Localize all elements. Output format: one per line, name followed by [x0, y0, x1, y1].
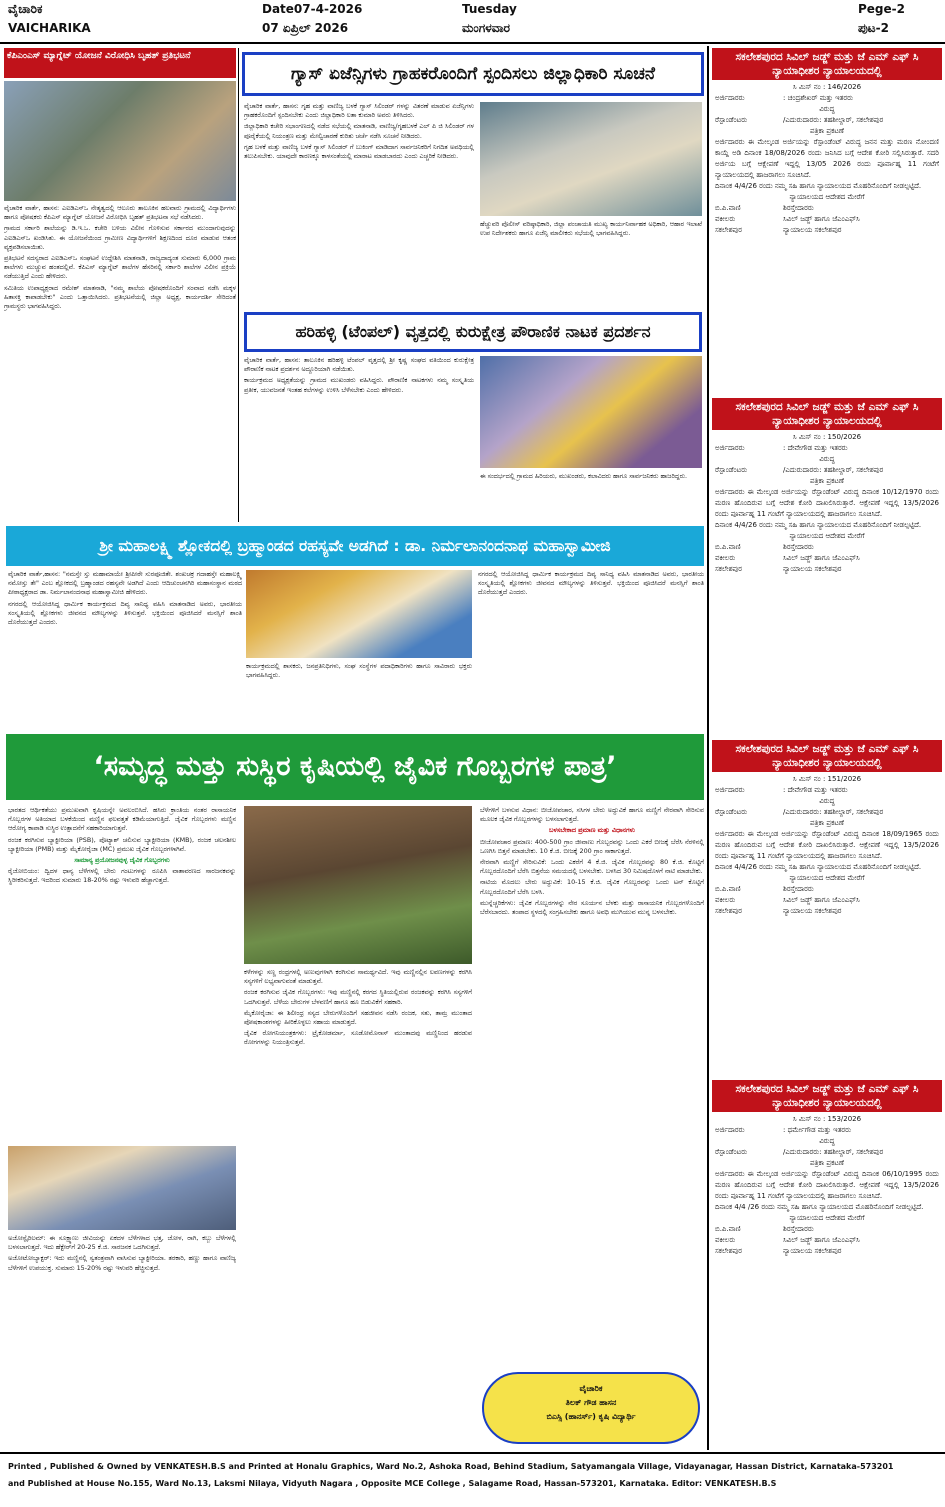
paragraph: ವೈಚಾರಿಕ ವಾರ್ತೆ,ಹಾಸನ: "ನಮಸ್ತೇ ಸ್ತು ಮಹಾಮಾಯೇ ಶ್ರೀಪೀಠೇ ಸುರಪೂಜಿತೇ. ಶಂಖಚಕ್ರ ಗದಾಹಸ್ತೇ ಮಹಾಲಕ್ಷ್ಮಿ ನಮೋಸ್ತು ತೇ" ಎಂಬ ಶ್ಲೋಕದಲ್ಲಿ ಬ್ರಹ್ಮಾಂಡದ ರಹಸ್ಯವೇ ಅಡಗಿದೆ ಎಂದು ಆದಿಚುಂಚನಗಿರಿ ಮಹಾಸಂಸ್ಥಾನ ಮಠದ ಪೀಠಾಧ್ಯಕ್ಷರಾದ ಡಾ. ನಿರ್ಮಲಾನಂದನಾಥ ಮಹಾಸ್ವಾಮೀಜಿ ಹೇಳಿದರು.: [8, 570, 242, 597]
court-notice-title: ಸಕಲೇಶಪುರದ ಸಿವಿಲ್ ಜಡ್ಜ್ ಮತ್ತು ಜೆ ಎಮ್ ಎಫ್ ಸಿ ನ್ಯಾಯಾಧೀಶರ ನ್ಯಾಯಾಲಯದಲ್ಲಿ: [712, 48, 942, 80]
subheading: ಸಾಮಾನ್ಯ ಪ್ರಯೋಜನವುಳ್ಳ ಜೈವಿಕ ಗೊಬ್ಬರಗಳು: [74, 856, 170, 865]
story-swamiji-body-right: [478, 570, 704, 728]
paragraph: ನಾಟಿಯ ಮೊದಲು ಬೇರು ಅದ್ದುವಿಕೆ: 10-15 ಕೆ.ಜಿ. ಜೈವಿಕ ಗೊಬ್ಬರವನ್ನು ಒಂದು ಟನ್ ಕೊಟ್ಟಿಗೆ ಗೊಬ್ಬರದೊಂದಿಗೆ ಬೆರೆಸಿ ಬಳಸಿ.: [480, 878, 704, 896]
signatory-title: ಸಿವಿಲ್ ಜಡ್ಜ್ ಹಾಗೂ ಜೆಎಂಎಫ್‌ಸಿ: [783, 215, 860, 223]
story-drama-body-cont: [480, 472, 702, 522]
story-fertilizer-byline: [482, 1372, 700, 1444]
signatory: ವಕೀಲರು: [715, 215, 736, 223]
court-notice-title: ಸಕಲೇಶಪುರದ ಸಿವಿಲ್ ಜಡ್ಜ್ ಮತ್ತು ಜೆ ಎಮ್ ಎಫ್ ಸಿ ನ್ಯಾಯಾಧೀಶರ ನ್ಯಾಯಾಲಯದಲ್ಲಿ: [712, 1080, 942, 1112]
story-fertilizer-headline: ‘ಸಮೃದ್ಧ ಮತ್ತು ಸುಸ್ಥಿರ ಕೃಷಿಯಲ್ಲಿ ಜೈವಿಕ ಗೊಬ್ಬರಗಳ ಪಾತ್ರ’: [6, 734, 704, 800]
date-kn: 07 ಏಪ್ರಿಲ್ 2026: [262, 21, 349, 35]
paragraph: ಹೆಚ್ಚುವರಿ ಪೊಲೀಸ್ ವರಿಷ್ಠಾಧಿಕಾರಿ, ಜಿಲ್ಲಾ ಪಂಚಾಯತಿ ಮುಖ್ಯ ಕಾರ್ಯನಿರ್ವಾಹಕ ಅಧಿಕಾರಿ, ಆಹಾರ ಇಲಾಖೆ ಉಪ ನಿರ್ದೇಶಕರು ಹಾಗೂ ಏಜೆನ್ಸಿ ಮಾಲೀಕರು ಸಭೆಯಲ್ಲಿ ಭಾಗವಹಿಸಿದ್ದರು.: [480, 220, 702, 238]
signatory-title: ನ್ಯಾಯಾಲಯ ಸಕಲೇಶಪುರ: [783, 1247, 842, 1255]
paragraph: ವೈಚಾರಿಕ ವಾರ್ತೆ, ಹಾಸನ: ತಾಲೂಕಿನ ಹರಿಹಳ್ಳಿ ಟೆಂಪಲ್ ವೃತ್ತದಲ್ಲಿ ಶ್ರೀ ಕೃಷ್ಣ ಸಂಘದ ವತಿಯಿಂದ ಕುರುಕ್ಷೇತ್ರ ಪೌರಾಣಿಕ ನಾಟಕ ಪ್ರದರ್ಶನ ಅದ್ದೂರಿಯಾಗಿ ನಡೆಯಿತು.: [244, 356, 474, 374]
petitioner: : ಚಂದ್ರಶೇಖರ್ ಮತ್ತು ಇತರರು: [783, 94, 854, 102]
subheading: ಬಳಸಬೇಕಾದ ಪ್ರಮಾಣ ಮತ್ತು ವಿಧಾನಗಳು: [549, 826, 635, 835]
paragraph: ಗ್ರಾಮದ ಸರ್ಕಾರಿ ಶಾಲೆಯನ್ನು ಡಿ.ಇ.ಒ. ಕಚೇರಿ ಬಳಿಯ ವಿಲೀನ ಗೊಳಿಸುವ ಸರ್ಕಾರದ ಮುಂದಾಗುವುದನ್ನು ಎಐಡಿಎಸ್‌ಒ ಖಂಡಿಸಿತು. ಈ ಯೋಜನೆಯಿಂದ ಗ್ರಾಮೀಣ ವಿದ್ಯಾರ್ಥಿಗಳಿಗೆ ಶಿಕ್ಷಣದಿಂದ ದೂರ ಮಾಡುವ ಆತಂಕ ವ್ಯಕ್ತಪಡಿಸಲಾಯಿತು.: [4, 224, 236, 251]
notice-body: ಅರ್ಜಿದಾರರು ಈ ಮೇಲ್ಕಂಡ ಅರ್ಜಿಯನ್ನು ರೆಸ್ಪಾಂಡೆಂಟ್ ವಿರುದ್ಧ ದಿನಾಂಕ 18/09/1965 ರಂದು ಮರಣ ಹೊಂದಿರುವ ಬಗ್ಗೆ ಆದೇಶ ಕೋರಿ ದಾಖಲಿಸಿರುತ್ತಾರೆ. ಆಕ್ಷೇಪಣೆ ಇದ್ದಲ್ಲಿ 13/5/2026 ರಂದು ಪೂರ್ವಾಹ್ನ 11 ಗಂಟೆಗೆ ನ್ಯಾಯಾಲಯದಲ್ಲಿ ಹಾಜರಾಗಲು ಸೂಚಿಸಿದೆ.: [715, 830, 939, 860]
petitioner-label: ಅರ್ಜಿದಾರರು: [715, 1126, 745, 1134]
day-kn: ಮಂಗಳವಾರ: [462, 21, 511, 35]
notice-body: ಅರ್ಜಿದಾರರು ಈ ಮೇಲ್ಕಂಡ ಅರ್ಜಿಯನ್ನು ರೆಸ್ಪಾಂಡೆಂಟ್ ವಿರುದ್ಧ ಜನನ ಮತ್ತು ಮರಣ ನೋಂದಣಿ ಕಾಯ್ದೆ ಅಡಿ ದಿನಾಂಕ 18/08/2026 ರಂದು ಜನಿಸಿದ ಬಗ್ಗೆ ಆದೇಶ ಕೋರಿ ಸಲ್ಲಿಸಿರುತ್ತಾರೆ. ಸದರಿ ಅರ್ಜಿಯ ಬಗ್ಗೆ ಆಕ್ಷೇಪಣೆ ಇದ್ದಲ್ಲಿ 13/05 2026 ರಂದು ಪೂರ್ವಾಹ್ನ 11 ಗಂಟೆಗೆ ನ್ಯಾಯಾಲಯದಲ್ಲಿ ಹಾಜರಾಗಲು ಸೂಚಿಸಿದೆ.: [715, 138, 939, 179]
signatory-title: ನ್ಯಾಯಾಲಯ ಸಕಲೇಶಪುರ: [783, 565, 842, 573]
court-notice: [712, 398, 942, 740]
notice-given: ದಿನಾಂಕ 4/4/26 ರಂದು ನಮ್ಮ ಸಹಿ ಹಾಗೂ ನ್ಯಾಯಾಲಯದ ಮೊಹರಿನೊಂದಿಗೆ ನೀಡಲ್ಪಟ್ಟಿದೆ.: [715, 182, 922, 190]
day-en: Tuesday: [462, 2, 517, 16]
masthead: [0, 0, 945, 44]
story-kpms-headline: ಕೆಪಿಎಂಎಸ್ ಮ್ಯಾಗ್ನೆಟ್ ಯೋಜನೆ ವಿರೋಧಿಸಿ ಬೃಹತ್ ಪ್ರತಿಭಟನೆ: [4, 48, 236, 78]
notice-body: ಅರ್ಜಿದಾರರು ಈ ಮೇಲ್ಕಂಡ ಅರ್ಜಿಯನ್ನು ರೆಸ್ಪಾಂಡೆಂಟ್ ವಿರುದ್ಧ ದಿನಾಂಕ 06/10/1995 ರಂದು ಮರಣ ಹೊಂದಿರುವ ಬಗ್ಗೆ ಆದೇಶ ಕೋರಿ ದಾಖಲಿಸಿರುತ್ತಾರೆ. ಆಕ್ಷೇಪಣೆ ಇದ್ದಲ್ಲಿ 13/5/2026 ರಂದು ಪೂರ್ವಾಹ್ನ 11 ಗಂಟೆಗೆ ನ್ಯಾಯಾಲಯದಲ್ಲಿ ಹಾಜರಾಗಲು ಸೂಚಿಸಿದೆ.: [715, 1170, 939, 1200]
paragraph: ಪ್ರತಿಭಟನೆ ಸದಸ್ಯರಾದ ಎಐಡಿಎಸ್‌ಒ ಸಂಘಟನೆ ಉದ್ದೇಶಿಸಿ ಮಾತನಾಡಿ, ರಾಜ್ಯದಾದ್ಯಂತ ಸುಮಾರು 6,000 ಗ್ರಾಮ ಶಾಲೆಗಳು ಮುಚ್ಚುವ ಹಂತದಲ್ಲಿವೆ. ಕೆಪಿಎಸ್ ಮ್ಯಾಗ್ನೆಟ್ ಶಾಲೆಗಳ ಹೆಸರಿನಲ್ಲಿ ಸರ್ಕಾರಿ ಶಾಲೆಗಳ ವಿಲೀನ ಪ್ರಕ್ರಿಯೆ ನಡೆಯುತ್ತಿದೆ ಎಂದು ಹೇಳಿದರು.: [4, 254, 236, 281]
signatory: ಸಕಲೇಶಪುರ: [715, 907, 742, 915]
respondent-label: ರೆಸ್ಪಾಂಡೆಂಟರು: [715, 808, 748, 816]
notice-order: ನ್ಯಾಯಾಲಯದ ಆದೇಶದ ಮೇರೆಗೆ: [789, 874, 865, 882]
case-number: ಸಿ ಮಿಸ್ ನಂ : 153/2026: [792, 1115, 862, 1123]
notice-subtitle: ಪತ್ರಿಕಾ ಪ್ರಕಟಣೆ: [810, 477, 844, 485]
signatory-title: ಶಿರಸ್ತೇದಾರರು: [783, 543, 814, 551]
paragraph: ಅಜೋಟೋಬ್ಯಾಕ್ಟರ್: ಇದು ಮಣ್ಣಿನಲ್ಲಿ ಸ್ವತಂತ್ರವಾಗಿ ವಾಸಿಸುವ ಬ್ಯಾಕ್ಟೀರಿಯಾ. ತರಕಾರಿ, ಹಣ್ಣು ಹಾಗೂ ವಾಣಿಜ್ಯ ಬೆಳೆಗಳಿಗೆ ಉಪಯುಕ್ತ. ಸುಮಾರು 15-20% ರಷ್ಟು ಇಳುವರಿ ಹೆಚ್ಚಿಸುತ್ತದೆ.: [8, 1254, 236, 1272]
notice-subtitle: ಪತ್ರಿಕಾ ಪ್ರಕಟಣೆ: [810, 127, 844, 135]
signatory-title: ಸಿವಿಲ್ ಜಡ್ಜ್ ಹಾಗೂ ಜೆಎಂಎಫ್‌ಸಿ: [783, 1236, 860, 1244]
notice-body: ಅರ್ಜಿದಾರರು ಈ ಮೇಲ್ಕಂಡ ಅರ್ಜಿಯನ್ನು ರೆಸ್ಪಾಂಡೆಂಟ್ ವಿರುದ್ಧ ದಿನಾಂಕ 10/12/1970 ರಂದು ಮರಣ ಹೊಂದಿರುವ ಬಗ್ಗೆ ಆದೇಶ ಕೋರಿ ದಾಖಲಿಸಿರುತ್ತಾರೆ. ಆಕ್ಷೇಪಣೆ ಇದ್ದಲ್ಲಿ 13/5/2026 ರಂದು ಪೂರ್ವಾಹ್ನ 11 ಗಂಟೆಗೆ ನ್ಯಾಯಾಲಯದಲ್ಲಿ ಹಾಜರಾಗಲು ಸೂಚಿಸಿದೆ.: [715, 488, 939, 518]
petitioner: : ದೇವೇಗೌಡ ಮತ್ತು ಇತರರು: [783, 444, 848, 452]
paper-name-en: VAICHARIKA: [8, 21, 91, 35]
paragraph: ರೈಜೋಬಿಯಂ: ದ್ವಿದಳ ಧಾನ್ಯ ಬೆಳೆಗಳಲ್ಲಿ ಬೇರು ಗಂಟುಗಳನ್ನು ರೂಪಿಸಿ ವಾತಾವರಣದ ಸಾರಜನಕವನ್ನು ಸ್ಥಿರೀಕರಿಸುತ್ತದೆ. ಇದರಿಂದ ಸುಮಾರು 18-20% ರಷ್ಟು ಇಳುವರಿ ಹೆಚ್ಚಾಗುತ್ತದೆ.: [8, 867, 236, 885]
story-swamiji-photo: [246, 570, 472, 658]
respondent: /ಎದುರುದಾರರು: ತಹಶೀಲ್ದಾರ್, ಸಕಲೇಶಪುರ: [783, 116, 884, 124]
court-notice: [712, 48, 942, 398]
story-fertilizer-col2: [244, 968, 472, 1448]
notice-given: ದಿನಾಂಕ 4/4/26 ರಂದು ನಮ್ಮ ಸಹಿ ಹಾಗೂ ನ್ಯಾಯಾಲಯದ ಮೊಹರಿನೊಂದಿಗೆ ನೀಡಲ್ಪಟ್ಟಿದೆ.: [715, 863, 922, 871]
paragraph: ಸಮಿತಿಯ ಉಪಾಧ್ಯಕ್ಷರಾದ ರಮೇಶ್ ಮಾತನಾಡಿ, "ನಮ್ಮ ಶಾಲೆಯ ಪೋಷಕರೊಂದಿಗೆ ಸಂವಾದ ನಡೆಸಿ ಮಕ್ಕಳ ಹಿತಾಸಕ್ತಿ ಕಾಪಾಡಬೇಕು" ಎಂದು ಒತ್ತಾಯಿಸಿದರು. ಪ್ರತಿಭಟನೆಯಲ್ಲಿ ಜಿಲ್ಲಾ ಅಧ್ಯಕ್ಷ, ಕಾರ್ಯದರ್ಶಿ ಸೇರಿದಂತೆ ಗ್ರಾಮಸ್ಥರು ಭಾಗವಹಿಸಿದ್ದರು.: [4, 283, 236, 311]
paragraph: ಅಜೋಸ್ಪೈರಿಲಮ್: ಈ ಸೂಕ್ಷ್ಮಾಣು ಜೀವಿಯನ್ನು ಏಕದಳ ಬೆಳೆಗಳಾದ ಭತ್ತ, ಜೋಳ, ರಾಗಿ, ಕಬ್ಬು ಬೆಳೆಗಳಲ್ಲಿ ಬಳಸಲಾಗುತ್ತದೆ. ಇದು ಹೆಕ್ಟೇರ್‌ಗೆ 20-25 ಕೆ.ಜಿ. ಸಾರಜನಕ ಒದಗಿಸುತ್ತದೆ.: [8, 1234, 236, 1252]
story-gas-body-cont: [480, 220, 702, 308]
paragraph: ಬೆಳೆಗಳಿಗೆ ಬಳಸುವ ವಿಧಾನ: ಬೀಜೋಪಚಾರ, ಸಸಿಗಳ ಬೇರು ಅದ್ದುವಿಕೆ ಹಾಗೂ ಮಣ್ಣಿಗೆ ನೇರವಾಗಿ ಸೇರಿಸುವ ಮೂಲಕ ಜೈವಿಕ ಗೊಬ್ಬರಗಳನ್ನು ಬಳಸಲಾಗುತ್ತದೆ.: [480, 806, 704, 824]
notice-given: ದಿನಾಂಕ 4/4/26 ರಂದು ನಮ್ಮ ಸಹಿ ಹಾಗೂ ನ್ಯಾಯಾಲಯದ ಮೊಹರಿನೊಂದಿಗೆ ನೀಡಲ್ಪಟ್ಟಿದೆ.: [715, 521, 922, 529]
respondent: /ಎದುರುದಾರರು: ತಹಶೀಲ್ದಾರ್, ಸಕಲೇಶಪುರ: [783, 1148, 884, 1156]
paragraph: ಜೈವಿಕ ರೋಗನಿಯಂತ್ರಕಗಳು: ಟ್ರೈಕೋಡರ್ಮಾ, ಸೂಡೋಮೊನಾಸ್ ಮುಂತಾದವು ಮಣ್ಣಿನಿಂದ ಹರಡುವ ರೋಗಗಳನ್ನು ನಿಯಂತ್ರಿಸುತ್ತವೆ.: [244, 1029, 472, 1047]
signatory-title: ಸಿವಿಲ್ ಜಡ್ಜ್ ಹಾಗೂ ಜೆಎಂಎಫ್‌ಸಿ: [783, 554, 860, 562]
notice-subtitle: ಪತ್ರಿಕಾ ಪ್ರಕಟಣೆ: [810, 819, 844, 827]
page-number-en: Pege-2: [858, 2, 905, 16]
court-notices: [712, 48, 942, 1450]
story-swamiji-body-cont: [246, 662, 472, 728]
story-swamiji-body: [8, 570, 242, 728]
notice-given: ದಿನಾಂಕ 4/4 /26 ರಂದು ನಮ್ಮ ಸಹಿ ಹಾಗೂ ನ್ಯಾಯಾಲಯದ ಮೊಹರಿನೊಂದಿಗೆ ನೀಡಲ್ಪಟ್ಟಿದೆ.: [715, 1203, 924, 1211]
versus: ವಿರುದ್ಧ: [819, 797, 835, 805]
byline-role: ಬಿಎಸ್ಸಿ (ಹಾನರ್ಸ್) ಕೃಷಿ ವಿದ್ಯಾರ್ಥಿ: [546, 1412, 636, 1421]
story-fertilizer-product-photo: [8, 1146, 236, 1230]
imprint-line-2: and Published at House No.155, Ward No.13, Laksmi Nilaya, Vidyuth Nagara , Opposite MCE College , Salagame Road, Hassan-573201, Karnataka. Editor: VENKATESH.B.S: [8, 1479, 777, 1488]
byline-name: ತಿಲಕ್ ಗೌಡ ಹಾಸನ: [565, 1398, 617, 1407]
notice-order: ನ್ಯಾಯಾಲಯದ ಆದೇಶದ ಮೇರೆಗೆ: [789, 1214, 865, 1222]
signatory: ಬಿ.ಪಿ.ವಾಣಿ: [715, 204, 741, 212]
story-fertilizer-col3: [480, 806, 704, 1366]
signatory: ಸಕಲೇಶಪುರ: [715, 226, 742, 234]
case-number: ಸಿ ಮಿಸ್ ನಂ : 151/2026: [792, 775, 862, 783]
respondent: /ಎದುರುದಾರರು: ತಹಶೀಲ್ದಾರ್, ಸಕಲೇಶಪುರ: [783, 466, 884, 474]
story-gas-headline: ಗ್ಯಾಸ್ ಏಜೆನ್ಸಿಗಳು ಗ್ರಾಹಕರೊಂದಿಗೆ ಸ್ಪಂದಿಸಲು ಜಿಲ್ಲಾಧಿಕಾರಿ ಸೂಚನೆ: [242, 52, 704, 96]
respondent-label: ರೆಸ್ಪಾಂಡೆಂಟರು: [715, 1148, 748, 1156]
signatory-title: ಸಿವಿಲ್ ಜಡ್ಜ್ ಹಾಗೂ ಜೆಎಂಎಫ್‌ಸಿ: [783, 896, 860, 904]
story-swamiji-headline: ಶ್ರೀ ಮಹಾಲಕ್ಷ್ಮಿ ಶ್ಲೋಕದಲ್ಲಿ ಬ್ರಹ್ಮಾಂಡದ ರಹಸ್ಯವೇ ಅಡಗಿದೆ : ಡಾ. ನಿರ್ಮಲಾನಂದನಾಥ ಮಹಾಸ್ವಾಮೀಜಿ: [6, 526, 704, 566]
paper-name-kn: ವೈಚಾರಿಕ: [8, 2, 43, 16]
story-kpms-body: [4, 204, 236, 311]
signatory-title: ಶಿರಸ್ತೇದಾರರು: [783, 885, 814, 893]
signatory: ವಕೀಲರು: [715, 1236, 736, 1244]
paragraph: ನೇರವಾಗಿ ಮಣ್ಣಿಗೆ ಸೇರಿಸುವಿಕೆ: ಒಂದು ಎಕರೆಗೆ 4 ಕೆ.ಜಿ. ಜೈವಿಕ ಗೊಬ್ಬರವನ್ನು 80 ಕೆ.ಜಿ. ಕೊಟ್ಟಿಗೆ ಗೊಬ್ಬರದೊಂದಿಗೆ ಬೆರೆಸಿ ಬಿತ್ತನೆಯ ಸಮಯದಲ್ಲಿ ಬಳಸಬೇಕು. ಬಳಸಿದ 30 ನಿಮಿಷದೊಳಗೆ ನಾಟಿ ಮಾಡಬೇಕು.: [480, 858, 704, 876]
imprint-footer: [0, 1452, 945, 1507]
paragraph: ಬೀಜೋಪಚಾರ ಪ್ರಮಾಣ: 400-500 ಗ್ರಾಂ ಜೀವಾಣು ಗೊಬ್ಬರವನ್ನು ಒಂದು ಎಕರೆ ಬೀಜಕ್ಕೆ ಬೆರೆಸಿ ನೆರಳಿನಲ್ಲಿ ಒಣಗಿಸಿ ಬಿತ್ತನೆ ಮಾಡಬೇಕು. 10 ಕೆ.ಜಿ. ಬೀಜಕ್ಕೆ 200 ಗ್ರಾಂ ಸಾಕಾಗುತ್ತದೆ.: [480, 837, 704, 855]
story-drama-headline: ಹರಿಹಳ್ಳಿ (ಟೆಂಪಲ್) ವೃತ್ತದಲ್ಲಿ ಕುರುಕ್ಷೇತ್ರ ಪೌರಾಣಿಕ ನಾಟಕ ಪ್ರದರ್ಶನ: [244, 312, 702, 352]
respondent: /ಎದುರುದಾರರು: ತಹಶೀಲ್ದಾರ್, ಸಕಲೇಶಪುರ: [783, 808, 884, 816]
paragraph: ವೈಚಾರಿಕ ವಾರ್ತೆ, ಹಾಸನ: ಎಐಡಿಎಸ್‌ಒ ನೇತೃತ್ವದಲ್ಲಿ ಆಲೂರು ತಾಲೂಕಿನ ಹಲವಾರು ಗ್ರಾಮದಲ್ಲಿ ವಿದ್ಯಾರ್ಥಿಗಳು ಹಾಗೂ ಪೋಷಕರು ಕೆಪಿಎಸ್ ಮ್ಯಾಗ್ನೆಟ್ ಯೋಜನೆ ವಿರೋಧಿಸಿ ಬೃಹತ್ ಪ್ರತಿಭಟನಾ ಸಭೆ ನಡೆಸಿದರು.: [4, 204, 236, 222]
story-kpms-photo: [4, 81, 236, 201]
petitioner-label: ಅರ್ಜಿದಾರರು: [715, 94, 745, 102]
signatory: ಬಿ.ಪಿ.ವಾಣಿ: [715, 885, 741, 893]
court-notice-title: ಸಕಲೇಶಪುರದ ಸಿವಿಲ್ ಜಡ್ಜ್ ಮತ್ತು ಜೆ ಎಮ್ ಎಫ್ ಸಿ ನ್ಯಾಯಾಧೀಶರ ನ್ಯಾಯಾಲಯದಲ್ಲಿ: [712, 740, 942, 772]
column-divider: [707, 46, 709, 1450]
story-kpms: [4, 48, 236, 522]
story-gas-body: [244, 102, 474, 308]
versus: ವಿರುದ್ಧ: [819, 1137, 835, 1145]
versus: ವಿರುದ್ಧ: [819, 105, 835, 113]
petitioner: : ಧರ್ಮೇಗೌಡ ಮತ್ತು ಇತರರು: [783, 1126, 852, 1134]
petitioner-label: ಅರ್ಜಿದಾರರು: [715, 444, 745, 452]
paragraph: ಮುನ್ನೆಚ್ಚರಿಕೆಗಳು: ಜೈವಿಕ ಗೊಬ್ಬರಗಳನ್ನು ನೇರ ಸೂರ್ಯನ ಬೆಳಕು ಮತ್ತು ರಾಸಾಯನಿಕ ಗೊಬ್ಬರಗಳೊಂದಿಗೆ ಬೆರೆಸಬಾರದು. ತಂಪಾದ ಸ್ಥಳದಲ್ಲಿ ಸಂಗ್ರಹಿಸಬೇಕು ಹಾಗೂ ಅವಧಿ ಮುಗಿಯುವ ಮುನ್ನ ಬಳಸಬೇಕು.: [480, 898, 704, 917]
divider: [238, 48, 239, 522]
respondent-label: ರೆಸ್ಪಾಂಡೆಂಟರು: [715, 116, 748, 124]
signatory: ಬಿ.ಪಿ.ವಾಣಿ: [715, 1225, 741, 1233]
paragraph: ಈ ಸಂದರ್ಭದಲ್ಲಿ ಗ್ರಾಮದ ಹಿರಿಯರು, ಮುಖಂಡರು, ಕಲಾವಿದರು ಹಾಗೂ ಸಾರ್ವಜನಿಕರು ಹಾಜರಿದ್ದರು.: [480, 472, 688, 480]
respondent-label: ರೆಸ್ಪಾಂಡೆಂಟರು: [715, 466, 748, 474]
page-number-kn: ಪುಟ-2: [858, 21, 889, 35]
case-number: ಸಿ ಮಿಸ್ ನಂ : 150/2026: [792, 433, 862, 441]
signatory-title: ನ್ಯಾಯಾಲಯ ಸಕಲೇಶಪುರ: [783, 907, 842, 915]
signatory-title: ನ್ಯಾಯಾಲಯ ಸಕಲೇಶಪುರ: [783, 226, 842, 234]
court-notice: [712, 740, 942, 1080]
versus: ವಿರುದ್ಧ: [819, 455, 835, 463]
notice-order: ನ್ಯಾಯಾಲಯದ ಆದೇಶದ ಮೇರೆಗೆ: [789, 193, 865, 201]
signatory: ಸಕಲೇಶಪುರ: [715, 1247, 742, 1255]
date-en: Date07-4-2026: [262, 2, 363, 16]
court-notice-title: ಸಕಲೇಶಪುರದ ಸಿವಿಲ್ ಜಡ್ಜ್ ಮತ್ತು ಜೆ ಎಮ್ ಎಫ್ ಸಿ ನ್ಯಾಯಾಧೀಶರ ನ್ಯಾಯಾಲಯದಲ್ಲಿ: [712, 398, 942, 430]
signatory-title: ಶಿರಸ್ತೇದಾರರು: [783, 1225, 814, 1233]
signatory: ಬಿ.ಪಿ.ವಾಣಿ: [715, 543, 741, 551]
story-drama-body: [244, 356, 474, 522]
signatory-title: ಶಿರಸ್ತೇದಾರರು: [783, 204, 814, 212]
paragraph: ರಂಜಕ ಕರಗಿಸುವ ಜೈವಿಕ ಗೊಬ್ಬರಗಳು: ಇವು ಮಣ್ಣಿನಲ್ಲಿ ಕರಗದ ಸ್ಥಿತಿಯಲ್ಲಿರುವ ರಂಜಕವನ್ನು ಕರಗಿಸಿ ಸಸ್ಯಗಳಿಗೆ ಒದಗಿಸುತ್ತವೆ. ಬೆಳೆಯ ಬೇರುಗಳ ಬೆಳವಣಿಗೆ ಹಾಗೂ ಹೂ ಬಿಡುವಿಕೆಗೆ ಸಹಕಾರಿ.: [244, 988, 472, 1006]
notice-subtitle: ಪತ್ರಿಕಾ ಪ್ರಕಟಣೆ: [810, 1159, 844, 1167]
story-fertilizer-field-photo: [244, 806, 472, 964]
paragraph: ಕಳೆಗಳನ್ನು ಸಣ್ಣ ರಂಧ್ರಗಳಲ್ಲಿ ಅಣುವುಗಳಾಗಿ ಕರಗಿಸುವ ಸಾಮರ್ಥ್ಯವಿದೆ. ಇವು ಮಣ್ಣಿನಲ್ಲಿನ ಲವಣಗಳನ್ನು ಕರಗಿಸಿ ಸಸ್ಯಗಳಿಗೆ ಲಭ್ಯವಾಗುವಂತೆ ಮಾಡುತ್ತವೆ.: [244, 968, 472, 986]
story-gas-photo: [480, 102, 702, 216]
petitioner: : ದೇವೇಗೌಡ ಮತ್ತು ಇತರರು: [783, 786, 848, 794]
paragraph: ಗೃಹ ಬಳಕೆ ಮತ್ತು ವಾಣಿಜ್ಯ ಬಳಕೆ ಗ್ಯಾಸ್ ಸಿಲಿಂಡರ್ ಗೆ ಬುಕಿಂಗ್ ಮಾಡಿದಾಗ ಸಾರ್ವಜನಿಕರಿಗೆ ನಿಗದಿತ ಅವಧಿಯಲ್ಲಿ ತಲುಪಿಸಬೇಕು. ಯಾವುದೇ ಕಾರಣಕ್ಕೂ ಕಾಳಸಂತೆಯಲ್ಲಿ ಮಾರಾಟ ಮಾಡಬಾರದು ಎಂದು ಎಚ್ಚರಿಕೆ ನೀಡಿದರು.: [244, 142, 474, 161]
story-fertilizer-col1b: [8, 1234, 236, 1448]
paragraph: ಮೈಕೋರೈಜಾ: ಈ ಶಿಲೀಂಧ್ರ ಸಸ್ಯದ ಬೇರುಗಳೊಂದಿಗೆ ಸಹಜೀವನ ನಡೆಸಿ ರಂಜಕ, ಸತು, ತಾಮ್ರ ಮುಂತಾದ ಪೋಷಕಾಂಶಗಳನ್ನು ಹೀರಿಕೊಳ್ಳಲು ಸಹಾಯ ಮಾಡುತ್ತದೆ.: [244, 1008, 472, 1027]
case-number: ಸಿ ಮಿಸ್ ನಂ : 146/2026: [792, 83, 862, 91]
paragraph: ಜಿಲ್ಲಾಧಿಕಾರಿ ಕಚೇರಿ ಸಭಾಂಗಣದಲ್ಲಿ ನಡೆದ ಸಭೆಯಲ್ಲಿ ಮಾತನಾಡಿ, ವಾಣಿಜ್ಯ/ಗೃಹಬಳಕೆ ಎಲ್ ಪಿ ಜಿ ಸಿಲಿಂಡರ್ ಗಳ ಪೂರೈಕೆಯಲ್ಲಿ ನಿಯಂತ್ರಣ ಮತ್ತು ಮೇಲ್ವಿಚಾರಣೆ ಕುರಿತು ಚರ್ಚೆ ನಡೆಸಿ ಸೂಚನೆ ನೀಡಿದರು.: [244, 122, 474, 140]
paragraph: ಭಾರತದ ಆರ್ಥಿಕತೆಯು ಪ್ರಮುಖವಾಗಿ ಕೃಷಿಯನ್ನೇ ಅವಲಂಬಿಸಿದೆ. ಹಸಿರು ಕ್ರಾಂತಿಯ ನಂತರ ರಾಸಾಯನಿಕ ಗೊಬ್ಬರಗಳ ಅತಿಯಾದ ಬಳಕೆಯಿಂದ ಮಣ್ಣಿನ ಫಲವತ್ತತೆ ಕಡಿಮೆಯಾಗುತ್ತಿದೆ. ಜೈವಿಕ ಗೊಬ್ಬರಗಳು ಮಣ್ಣಿನ ಆರೋಗ್ಯ ಕಾಪಾಡಿ ಸುಸ್ಥಿರ ಉತ್ಪಾದನೆಗೆ ಸಹಕಾರಿಯಾಗುತ್ತವೆ.: [8, 806, 236, 833]
signatory: ವಕೀಲರು: [715, 896, 736, 904]
signatory: ವಕೀಲರು: [715, 554, 736, 562]
paragraph: ವೈಚಾರಿಕ ವಾರ್ತೆ, ಹಾಸನ: ಗೃಹ ಮತ್ತು ವಾಣಿಜ್ಯ ಬಳಕೆ ಗ್ಯಾಸ್ ಸಿಲಿಂಡರ್ ಗಳನ್ನು ವಿತರಣೆ ಮಾಡುವ ಏಜೆನ್ಸಿಗಳು ಗ್ರಾಹಕರೊಂದಿಗೆ ಸ್ಪಂದಿಸಬೇಕು ಎಂದು ಜಿಲ್ಲಾಧಿಕಾರಿ ಲತಾ ಕುಮಾರಿ ಅವರು ತಿಳಿಸಿದರು.: [244, 102, 474, 120]
paragraph: ಕಾರ್ಯಕ್ರಮದ ಅಧ್ಯಕ್ಷತೆಯನ್ನು ಗ್ರಾಮದ ಮುಖಂಡರು ವಹಿಸಿದ್ದರು. ಪೌರಾಣಿಕ ನಾಟಕಗಳು ನಮ್ಮ ಸಂಸ್ಕೃತಿಯ ಪ್ರತೀಕ, ಯುವಜನತೆ ಇಂತಹ ಕಲೆಗಳನ್ನು ಉಳಿಸಿ ಬೆಳೆಸಬೇಕು ಎಂದು ಹೇಳಿದರು.: [244, 376, 474, 394]
paragraph: ಕಾರ್ಯಕ್ರಮದಲ್ಲಿ ಶಾಸಕರು, ಜನಪ್ರತಿನಿಧಿಗಳು, ಸಂಘ ಸಂಸ್ಥೆಗಳ ಪದಾಧಿಕಾರಿಗಳು ಹಾಗೂ ಸಾವಿರಾರು ಭಕ್ತರು ಭಾಗವಹಿಸಿದ್ದರು.: [246, 662, 472, 680]
paragraph: ನಗರದಲ್ಲಿ ಆಯೋಜಿಸಿದ್ದ ಧಾರ್ಮಿಕ ಕಾರ್ಯಕ್ರಮದ ದಿವ್ಯ ಸಾನಿಧ್ಯ ವಹಿಸಿ ಮಾತನಾಡಿದ ಅವರು, ಭಾರತೀಯ ಸಂಸ್ಕೃತಿಯಲ್ಲಿ ಶ್ಲೋಕಗಳು ಜೀವನದ ಮೌಲ್ಯಗಳನ್ನು ತಿಳಿಸುತ್ತವೆ. ಭಕ್ತಿಯಿಂದ ಪೂಜಿಸಿದರೆ ಮನಸ್ಸಿಗೆ ಶಾಂತಿ ದೊರೆಯುತ್ತದೆ ಎಂದರು.: [478, 570, 704, 597]
story-drama-photo: [480, 356, 702, 468]
court-notice: [712, 1080, 942, 1450]
byline-label: ವೈಚಾರಿಕ: [579, 1384, 603, 1393]
notice-order: ನ್ಯಾಯಾಲಯದ ಆದೇಶದ ಮೇರೆಗೆ: [789, 532, 865, 540]
petitioner-label: ಅರ್ಜಿದಾರರು: [715, 786, 745, 794]
imprint-line-1: Printed , Published & Owned by VENKATESH.B.S and Printed at Honalu Graphics, Ward No.2, Ashoka Road, Behind Stadium, Satyamangala Village, Vidayanagar, Hassan District, Karnataka-573201: [8, 1462, 894, 1471]
paragraph: ನಗರದಲ್ಲಿ ಆಯೋಜಿಸಿದ್ದ ಧಾರ್ಮಿಕ ಕಾರ್ಯಕ್ರಮದ ದಿವ್ಯ ಸಾನಿಧ್ಯ ವಹಿಸಿ ಮಾತನಾಡಿದ ಅವರು, ಭಾರತೀಯ ಸಂಸ್ಕೃತಿಯಲ್ಲಿ ಶ್ಲೋಕಗಳು ಜೀವನದ ಮೌಲ್ಯಗಳನ್ನು ತಿಳಿಸುತ್ತವೆ. ಭಕ್ತಿಯಿಂದ ಪೂಜಿಸಿದರೆ ಮನಸ್ಸಿಗೆ ಶಾಂತಿ ದೊರೆಯುತ್ತದೆ ಎಂದರು.: [8, 599, 242, 627]
paragraph: ರಂಜಕ ಕರಗಿಸುವ ಬ್ಯಾಕ್ಟೀರಿಯಾ (PSB), ಪೊಟ್ಯಾಶ್ ಚಲಿಸುವ ಬ್ಯಾಕ್ಟೀರಿಯಾ (KMB), ರಂಜಕ ಚಲನಶೀಲ ಬ್ಯಾಕ್ಟೀರಿಯಾ (PMB) ಮತ್ತು ಮೈಕೋರೈಜಾ (MC) ಪ್ರಮುಖ ಜೈವಿಕ ಗೊಬ್ಬರಗಳಾಗಿವೆ.: [8, 835, 236, 853]
story-fertilizer-col1: [8, 806, 236, 1146]
signatory: ಸಕಲೇಶಪುರ: [715, 565, 742, 573]
